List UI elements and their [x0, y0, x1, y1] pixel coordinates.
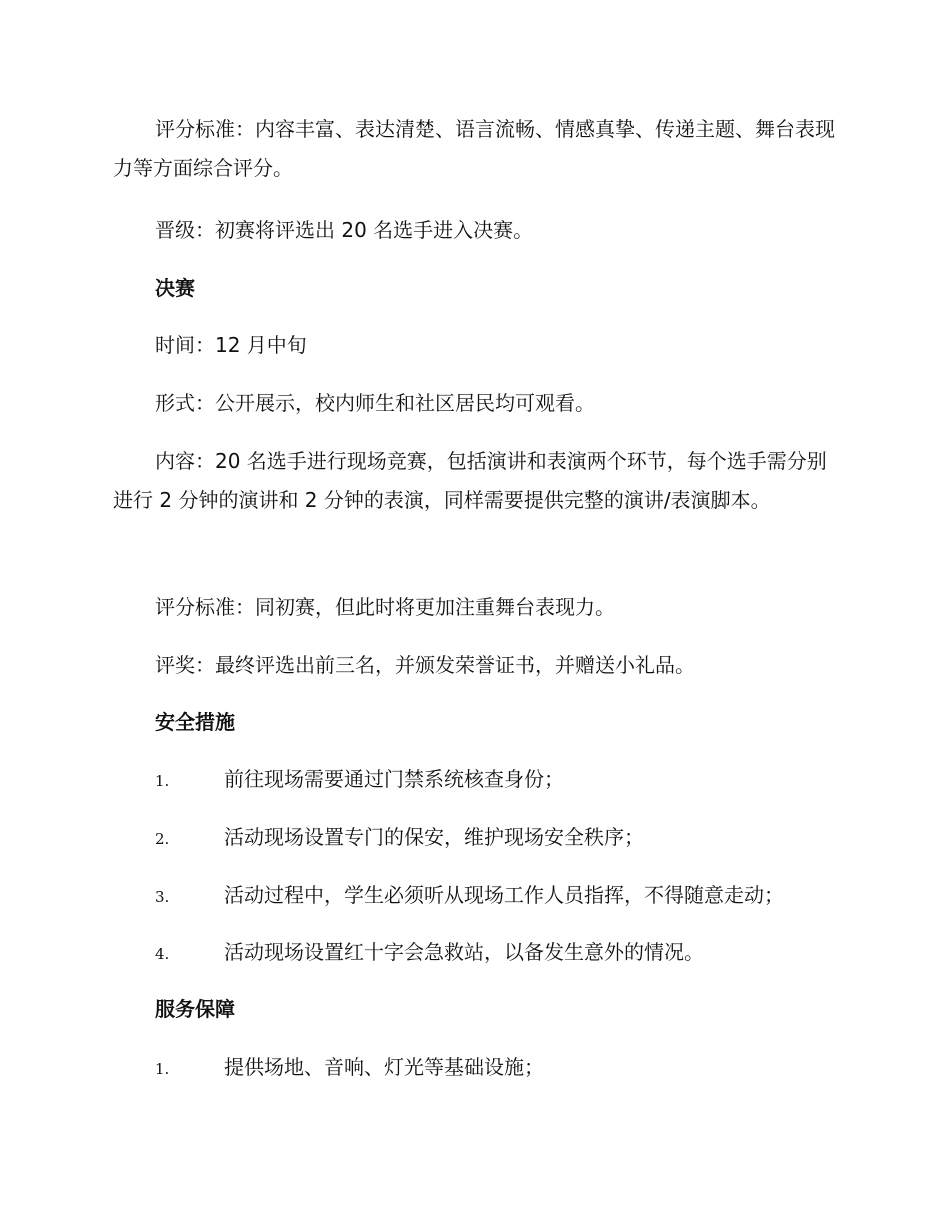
list-item-number: 1. [155, 772, 170, 790]
list-item-number: 4. [155, 945, 170, 963]
paragraph-content: 内容：20 名选手进行现场竞赛，包括演讲和表演两个环节，每个选手需分别进行 2 分钟的演讲和 2 分钟的表演，同样需要提供完整的演讲/表演脚本。 [113, 449, 827, 512]
paragraph-format: 形式：公开展示，校内师生和社区居民均可观看。 [155, 391, 595, 415]
paragraph-awards: 评奖：最终评选出前三名，并颁发荣誉证书，并赠送小礼品。 [155, 653, 695, 677]
list-item-text: 活动现场设置红十字会急救站，以备发生意外的情况。 [224, 940, 704, 964]
list-item-number: 2. [155, 830, 170, 848]
paragraph-scoring-criteria: 评分标准：内容丰富、表达清楚、语言流畅、情感真挚、传递主题、舞台表现力等方面综合评分。 [113, 117, 835, 180]
list-item-text: 提供场地、音响、灯光等基础设施； [224, 1055, 544, 1079]
paragraph-final-scoring: 评分标准：同初赛，但此时将更加注重舞台表现力。 [155, 595, 615, 619]
heading-final: 决赛 [155, 276, 195, 300]
list-item-text: 前往现场需要通过门禁系统核查身份； [224, 767, 564, 791]
list-item-text: 活动过程中，学生必须听从现场工作人员指挥，不得随意走动； [224, 883, 784, 907]
heading-service: 服务保障 [155, 997, 235, 1021]
list-item-text: 活动现场设置专门的保安，维护现场安全秩序； [224, 825, 644, 849]
paragraph-advancement: 晋级：初赛将评选出 20 名选手进入决赛。 [155, 218, 534, 242]
list-item-number: 3. [155, 888, 170, 906]
paragraph-time: 时间：12 月中旬 [155, 333, 307, 357]
list-item-number: 1. [155, 1060, 170, 1078]
heading-safety: 安全措施 [155, 710, 235, 734]
